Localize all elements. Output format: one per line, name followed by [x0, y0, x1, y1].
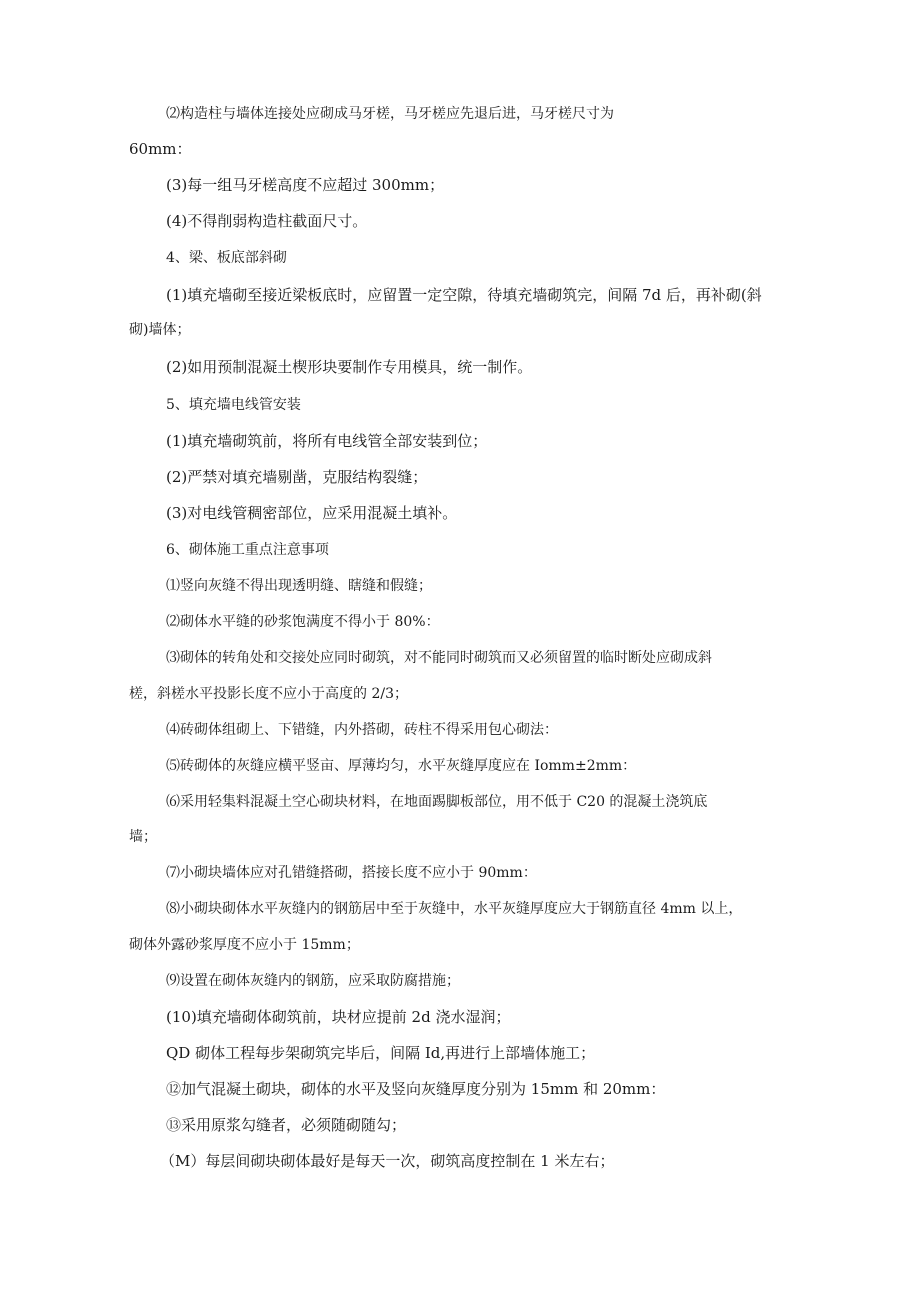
text-line: （M）每层间砌块砌体最好是每天一次，砌筑高度控制在 1 米左右；	[160, 1152, 615, 1170]
text-line: (3)每一组马牙槎高度不应超过 300mm；	[166, 176, 445, 194]
text-line: (1)填充墙砌至接近梁板底时，应留置一定空隙，待填充墙砌筑完，间隔 7d 后，再补砌(斜	[166, 286, 762, 304]
text-line: (4)不得削弱构造柱截面尺寸。	[166, 212, 368, 230]
text-line: (1)填充墙砌筑前，将所有电线管全部安装到位；	[166, 432, 488, 450]
text-line: 砌体外露砂浆厚度不应小于 15mm；	[129, 937, 360, 953]
text-line: (2)如用预制混凝土楔形块要制作专用模具，统一制作。	[166, 358, 533, 376]
text-line: ⑺小砌块墙体应对孔错缝搭砌，搭接长度不应小于 90mm：	[166, 865, 537, 881]
text-line: ⑸砖砌体的灰缝应横平竖亩、厚薄均匀，水平灰缝厚度应在 Iomm±2mm：	[166, 758, 637, 774]
text-line: ⑼设置在砌体灰缝内的钢筋，应采取防腐措施；	[166, 973, 460, 989]
text-line: 墙；	[129, 829, 157, 845]
section-heading: 4、梁、板底部斜砌	[166, 250, 287, 266]
text-line: (2)严禁对填充墙剔凿，克服结构裂缝；	[166, 468, 428, 486]
text-line: ⑻小砌块砌体水平灰缝内的钢筋居中至于灰缝中，水平灰缝厚度应大于钢筋直径 4mm 以上，	[166, 901, 743, 917]
text-line: ⑵砌体水平缝的砂浆饱满度不得小于 80%：	[166, 614, 440, 630]
text-line: ⑫加气混凝土砌块，砌体的水平及竖向灰缝厚度分别为 15mm 和 20mm：	[166, 1080, 666, 1098]
text-line: (10)填充墙砌体砌筑前，块材应提前 2d 浇水湿润；	[166, 1008, 511, 1026]
text-line: ⑹采用轻集料混凝土空心砌块材料，在地面踢脚板部位，用不低于 C20 的混凝土浇筑底	[166, 794, 708, 810]
text-line: 砌)墙体；	[129, 322, 191, 338]
text-line: (3)对电线管稠密部位，应采用混凝土填补。	[166, 504, 458, 522]
text-line: ⑷砖砌体组砌上、下错缝，内外搭砌，砖柱不得采用包心砌法：	[166, 722, 558, 738]
text-line: ⑴竖向灰缝不得出现透明缝、瞎缝和假缝；	[166, 578, 432, 594]
section-heading: 5、填充墙电线管安装	[166, 397, 301, 413]
section-heading: 6、砌体施工重点注意事项	[166, 542, 329, 558]
text-line: 60mm：	[129, 140, 192, 158]
text-line: QD 砌体工程每步架砌筑完毕后，间隔 Id,再进行上部墙体施工；	[166, 1044, 596, 1062]
text-line: ⑵构造柱与墙体连接处应砌成马牙槎，马牙槎应先退后进，马牙槎尺寸为	[166, 106, 614, 122]
text-line: 槎，斜槎水平投影长度不应小于高度的 2/3；	[129, 686, 408, 702]
text-line: ⑶砌体的转角处和交接处应同时砌筑，对不能同时砌筑而又必须留置的临时断处应砌成斜	[166, 650, 712, 666]
text-line: ⑬采用原浆勾缝者，必须随砌随勾；	[166, 1116, 407, 1134]
